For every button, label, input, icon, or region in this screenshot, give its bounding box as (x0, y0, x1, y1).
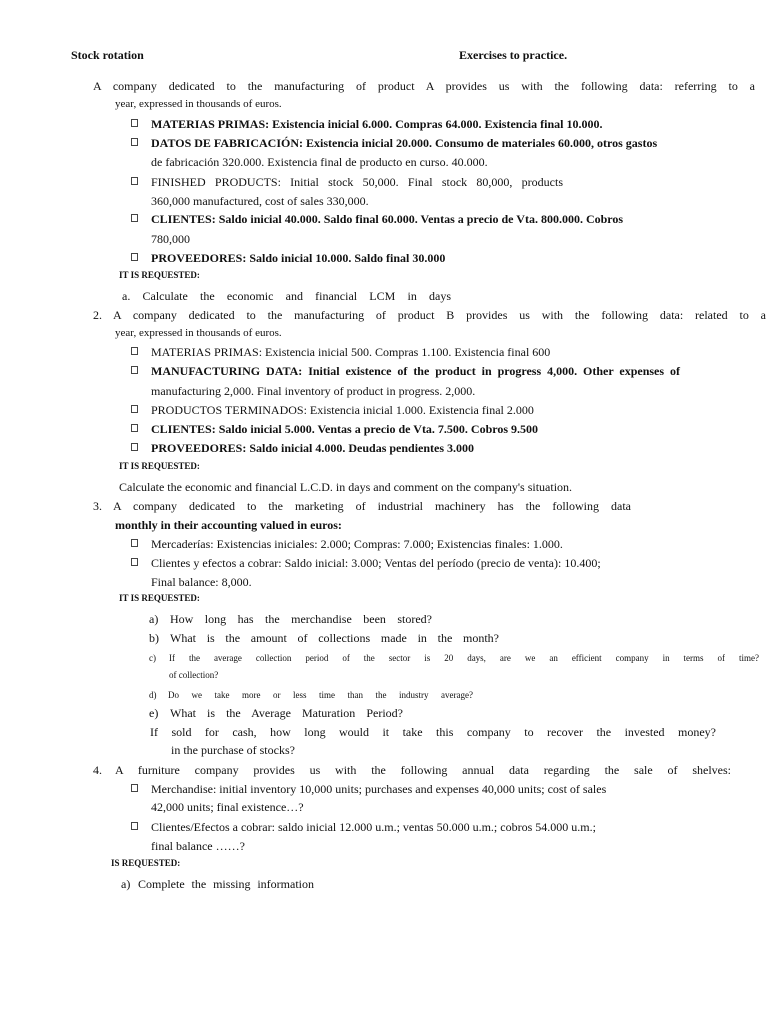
ex3-question-c-cont: of collection? (169, 670, 219, 680)
ex3-item-clients-cont: Final balance: 8,000. (151, 575, 252, 589)
ex2-question: Calculate the economic and financial L.C.D. in days and comment on the company's situation. (119, 480, 573, 494)
ex3-item-clients: Clientes y efectos a cobrar: Saldo inicial: 3.000; Ventas del período (precio de venta): 10.400; (151, 556, 601, 570)
ex1-item-finished-products: FINISHED PRODUCTS: Initial stock 50,000. Final stock 80,000, products (151, 175, 563, 189)
ex1-item-manufacturing-data: DATOS DE FABRICACIÓN: Existencia inicial 20.000. Consumo de materiales 60.000, otros gastos (151, 136, 658, 150)
ex3-question-e: What is the Average Maturation Period? (170, 706, 403, 720)
checkbox-icon (131, 253, 138, 261)
ex3-question-d-letter: d) (149, 690, 157, 700)
ex1-item-finished-products-cont: 360,000 manufactured, cost of sales 330,000. (151, 194, 369, 208)
ex3-question-b-letter: b) (149, 631, 159, 645)
ex2-item-clients: CLIENTES: Saldo inicial 5.000. Ventas a precio de Vta. 7.500. Cobros 9.500 (151, 422, 539, 436)
ex4-intro-line1: A furniture company provides us with the following annual data regarding the sale of shelves: (115, 763, 731, 777)
ex2-requested-label: IT IS REQUESTED: (119, 461, 200, 471)
ex4-item-clients: Clientes/Efectos a cobrar: saldo inicial 12.000 u.m.; ventas 50.000 u.m.; cobros 54.000 u.m.; (151, 820, 596, 834)
ex4-requested-label: IS REQUESTED: (111, 858, 181, 868)
ex3-question-f: If sold for cash, how long would it take this company to recover the invested money? (150, 725, 716, 739)
ex3-question-f-cont: in the purchase of stocks? (171, 743, 295, 757)
ex3-requested-label: IT IS REQUESTED: (119, 593, 200, 603)
ex1-item-clients: CLIENTES: Saldo inicial 40.000. Saldo final 60.000. Ventas a precio de Vta. 800.000. Cobros (151, 212, 624, 226)
checkbox-icon (131, 177, 138, 185)
checkbox-icon (131, 138, 138, 146)
ex2-intro-line2: year, expressed in thousands of euros. (115, 327, 282, 339)
checkbox-icon (131, 347, 138, 355)
ex2-number: 2. (93, 308, 102, 322)
ex3-question-c: If the average collection period of the sector is 20 days, are we an efficient company in terms of time? (169, 653, 759, 663)
checkbox-icon (131, 214, 138, 222)
checkbox-icon (131, 405, 138, 413)
ex3-question-b: What is the amount of collections made in the month? (170, 631, 499, 645)
ex4-item-merchandise: Merchandise: initial inventory 10,000 units; purchases and expenses 40,000 units; cost of sales (151, 782, 607, 796)
document-title: Stock rotation (71, 48, 144, 62)
checkbox-icon (131, 119, 138, 127)
ex3-question-a: How long has the merchandise been stored? (170, 612, 432, 626)
ex4-question-a: Complete the missing information (138, 877, 314, 891)
ex3-question-d: Do we take more or less time than the industry average? (168, 690, 473, 700)
checkbox-icon (131, 784, 138, 792)
checkbox-icon (131, 539, 138, 547)
ex3-question-c-letter: c) (149, 653, 156, 663)
ex2-item-manufacturing-data-cont: manufacturing 2,000. Final inventory of product in progress. 2,000. (151, 384, 476, 398)
ex1-intro-line2: year, expressed in thousands of euros. (115, 98, 282, 110)
ex2-intro-line1: A company dedicated to the manufacturing of product B provides us with the following data: related to a (113, 308, 766, 322)
ex4-number: 4. (93, 763, 102, 777)
ex4-question-a-letter: a) (121, 877, 131, 891)
ex3-intro-line2: monthly in their accounting valued in euros: (115, 518, 342, 532)
checkbox-icon (131, 822, 138, 830)
ex2-item-manufacturing-data: MANUFACTURING DATA: Initial existence of the product in progress 4,000. Other expenses of (151, 364, 680, 378)
checkbox-icon (131, 424, 138, 432)
ex1-item-suppliers: PROVEEDORES: Saldo inicial 10.000. Saldo final 30.000 (151, 251, 446, 265)
ex4-item-clients-cont: final balance ……? (151, 839, 245, 853)
ex1-item-manufacturing-data-cont: de fabricación 320.000. Existencia final de producto en curso. 40.000. (151, 155, 488, 169)
ex2-item-suppliers: PROVEEDORES: Saldo inicial 4.000. Deudas pendientes 3.000 (151, 441, 475, 455)
ex3-item-merchandise: Mercaderías: Existencias iniciales: 2.000; Compras: 7.000; Existencias finales: 1.000. (151, 537, 563, 551)
ex1-intro-line1: A company dedicated to the manufacturing of product A provides us with the following data: referring to a (93, 79, 755, 93)
checkbox-icon (131, 558, 138, 566)
ex4-item-merchandise-cont: 42,000 units; final existence…? (151, 800, 304, 814)
ex2-item-finished-products: PRODUCTOS TERMINADOS: Existencia inicial 1.000. Existencia final 2.000 (151, 403, 534, 417)
ex3-question-a-letter: a) (149, 612, 159, 626)
checkbox-icon (131, 366, 138, 374)
ex2-item-raw-materials: MATERIAS PRIMAS: Existencia inicial 500. Compras 1.100. Existencia final 600 (151, 345, 551, 359)
ex1-item-clients-cont: 780,000 (151, 232, 190, 246)
ex1-item-raw-materials: MATERIAS PRIMAS: Existencia inicial 6.000. Compras 64.000. Existencia final 10.000. (151, 117, 603, 131)
ex3-number: 3. (93, 499, 102, 513)
ex1-question-a: a. Calculate the economic and financial LCM in days (122, 289, 451, 303)
section-title: Exercises to practice. (459, 48, 568, 62)
ex3-question-e-letter: e) (149, 706, 159, 720)
checkbox-icon (131, 443, 138, 451)
ex3-intro-line1: A company dedicated to the marketing of industrial machinery has the following data (113, 499, 631, 513)
ex1-requested-label: IT IS REQUESTED: (119, 270, 200, 280)
